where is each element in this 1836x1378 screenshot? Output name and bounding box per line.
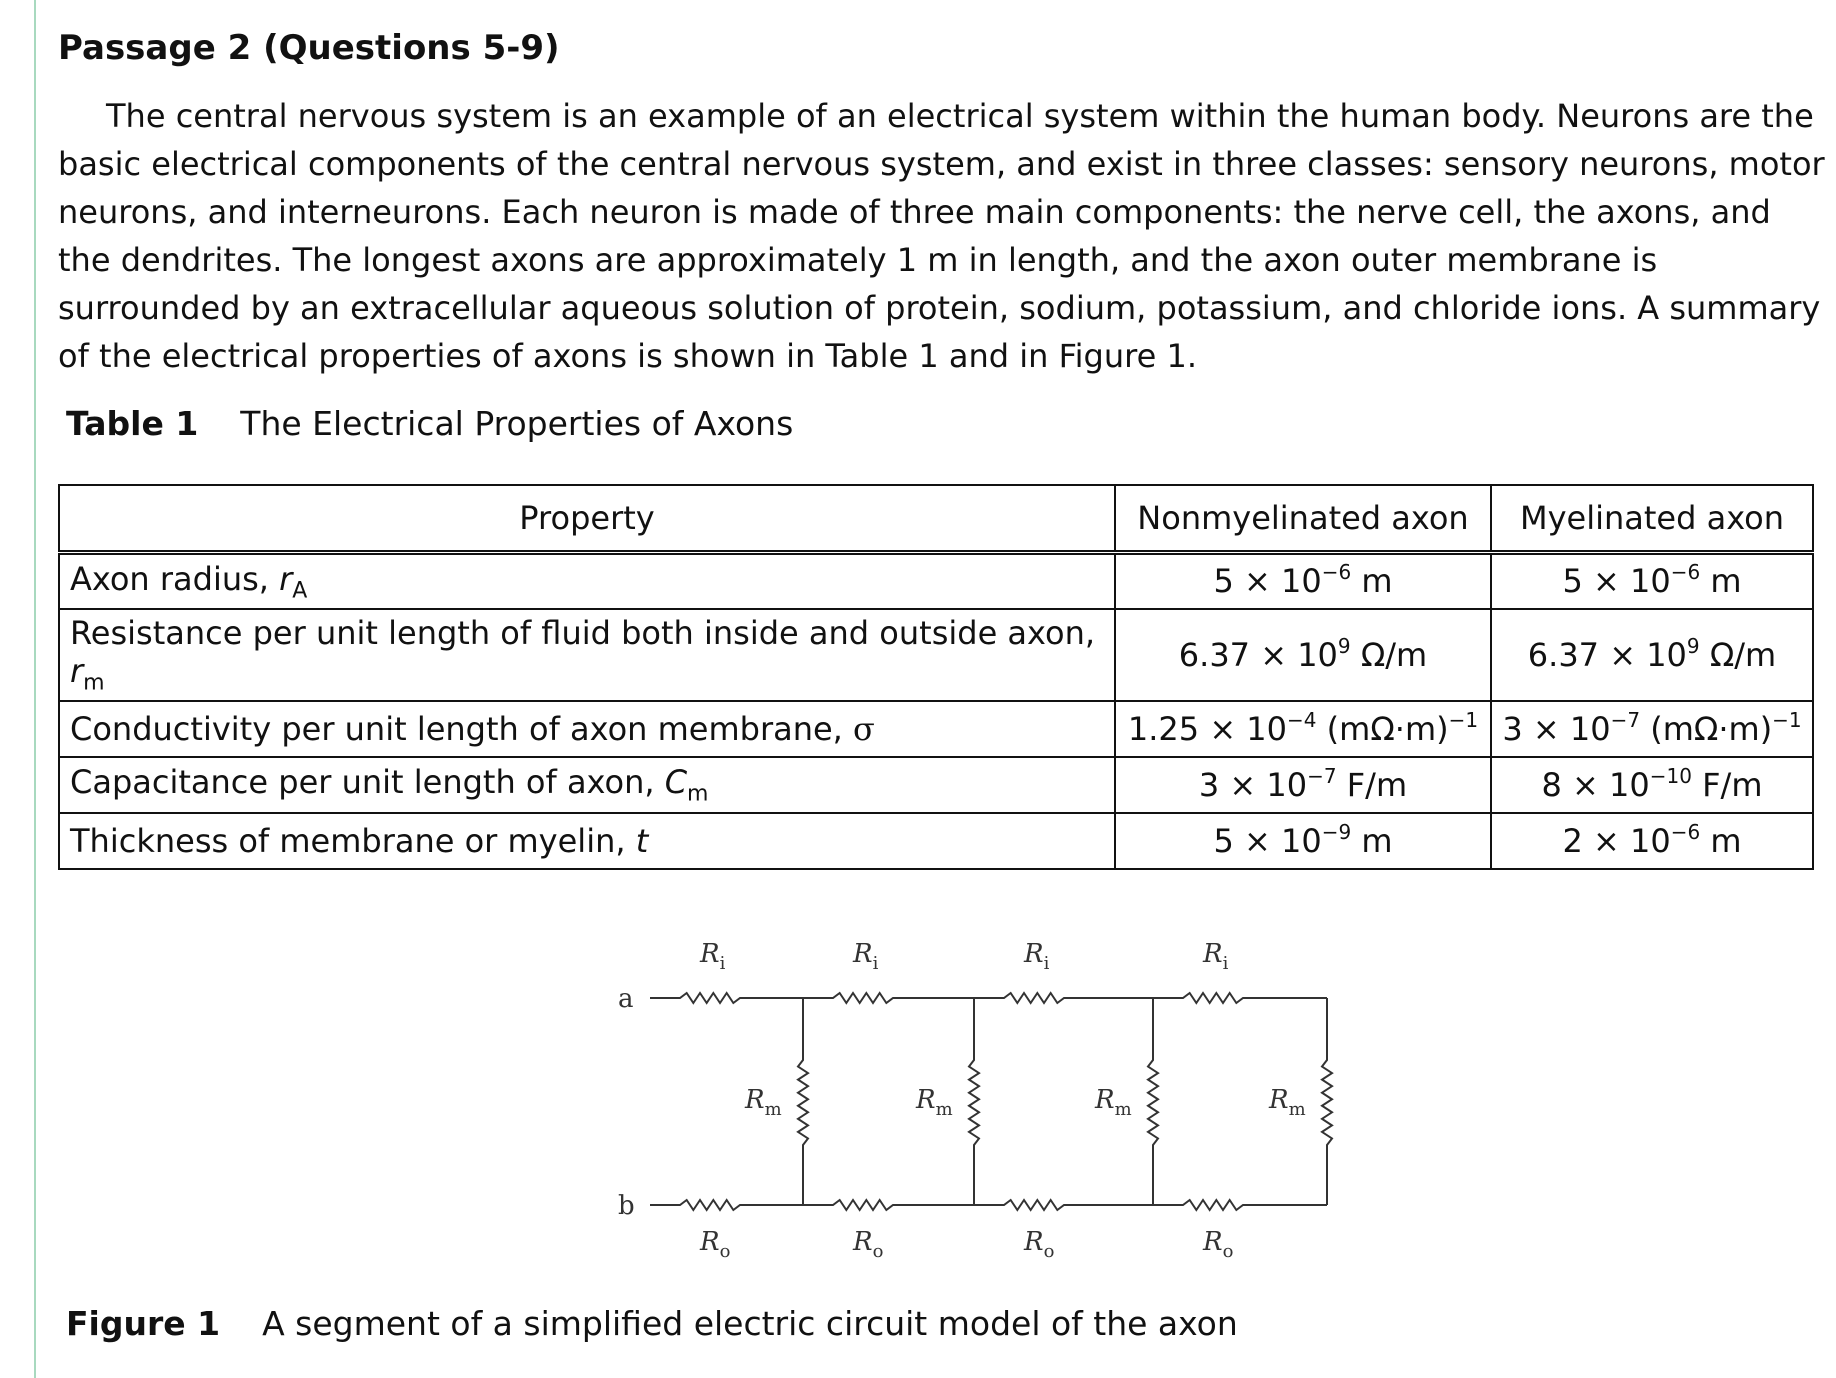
value-mantissa: 6.37 × 10 (1178, 635, 1338, 674)
property-cell (59, 757, 1115, 813)
value-unit: m (1700, 821, 1742, 860)
value-exponent: −6 (1670, 819, 1701, 844)
ri-label-subscript: i (719, 953, 726, 974)
ri-resistor (1153, 993, 1327, 1003)
property-symbol-subscript: m (687, 781, 709, 807)
rm-label-base: R (1095, 1085, 1115, 1115)
value-mantissa: 3 × 10 (1502, 709, 1611, 748)
nonmyelinated-value (1115, 553, 1491, 609)
ro-label-base: R (1203, 1227, 1223, 1257)
ri-label (852, 939, 879, 974)
property-symbol: r (279, 559, 293, 598)
table-row (59, 813, 1813, 869)
ro-resistor (974, 1200, 1153, 1210)
unit-exponent: −1 (1448, 707, 1479, 732)
myelinated-value (1491, 701, 1813, 757)
ri-label (699, 939, 726, 974)
header-myelinated: Myelinated axon (1491, 485, 1813, 553)
value-exponent: −10 (1649, 763, 1692, 788)
ri-resistor (974, 993, 1153, 1003)
ri-label-subscript: i (872, 953, 879, 974)
property-name: Conductivity per unit length of axon membrane, (70, 709, 854, 748)
value-mantissa: 1.25 × 10 (1127, 709, 1288, 748)
value-unit: Ω/m (1699, 635, 1777, 674)
value-unit: F/m (1691, 765, 1763, 804)
value-exponent: −6 (1321, 560, 1352, 585)
ro-label-subscript: o (1222, 1241, 1234, 1262)
axon-circuit-diagram (576, 930, 1356, 1270)
value-mantissa: 5 × 10 (1562, 562, 1671, 601)
property-cell (59, 609, 1115, 701)
table-caption-title: The Electrical Properties of Axons (240, 404, 794, 443)
passage-heading: Passage 2 (Questions 5-9) (58, 28, 560, 68)
ri-label-base: R (700, 939, 720, 969)
ri-label-subscript: i (1043, 953, 1050, 974)
properties-table (58, 484, 1814, 870)
table-header-row (59, 485, 1813, 553)
value-mantissa: 5 × 10 (1213, 821, 1322, 860)
rm-resistor (798, 998, 808, 1205)
ro-label-subscript: o (719, 1241, 731, 1262)
figure-caption-title: A segment of a simplified electric circuit model of the axon (262, 1304, 1238, 1343)
property-cell (59, 701, 1115, 757)
property-symbol: σ (853, 709, 875, 748)
figure-caption-label: Figure 1 (66, 1304, 221, 1343)
value-exponent: 9 (1337, 633, 1351, 658)
rm-resistor (1148, 998, 1158, 1205)
ro-resistor (803, 1200, 974, 1210)
property-name: Axon radius, (70, 559, 280, 598)
node-a-label: a (618, 984, 634, 1014)
value-mantissa: 3 × 10 (1198, 765, 1308, 804)
property-cell (59, 553, 1115, 609)
value-unit: m (1700, 562, 1742, 601)
value-exponent: −6 (1670, 560, 1701, 585)
table-caption (66, 404, 793, 443)
rm-label-subscript: m (935, 1099, 953, 1120)
figure-caption (66, 1304, 1238, 1343)
passage-paragraph: The central nervous system is an example of an electrical system within the human body. Neurons are the basic electrical components of the central nervous system, and exist in three classes: sensory neurons, motor neurons, and interneurons. Each neuron is made of three main components: the nerve cell, the axons, and the dendrites. The longest axons are approximately 1 m in length, and the axon outer membrane is surrounded by an extracellular aqueous solution of protein, sodium, potassium, and chloride ions. A summary of the electrical properties of axons is shown in Table 1 and in Figure 1. (58, 97, 1825, 375)
ri-resistor (803, 993, 974, 1003)
table-row (59, 701, 1813, 757)
value-exponent: −7 (1307, 763, 1337, 788)
value-unit: F/m (1336, 765, 1408, 804)
table-row (59, 757, 1813, 813)
value-mantissa: 5 × 10 (1213, 562, 1322, 601)
ri-label (1202, 939, 1229, 974)
value-mantissa: 6.37 × 10 (1527, 635, 1687, 674)
rm-label (915, 1085, 953, 1120)
ri-label-base: R (1203, 939, 1223, 969)
myelinated-value (1491, 813, 1813, 869)
property-symbol: r (70, 651, 84, 690)
ri-label-base: R (853, 939, 873, 969)
rm-label-subscript: m (764, 1099, 782, 1120)
value-exponent: −4 (1287, 707, 1317, 732)
value-unit: Ω/m (1350, 635, 1428, 674)
table-caption-label: Table 1 (66, 404, 199, 443)
ro-label (699, 1227, 730, 1262)
unit-exponent: −1 (1772, 707, 1802, 732)
value-unit: (mΩ·m) (1640, 709, 1773, 748)
rm-resistor (969, 998, 979, 1205)
property-symbol: t (635, 821, 649, 860)
property-symbol-subscript: m (83, 670, 105, 696)
nonmyelinated-value (1115, 609, 1491, 701)
value-exponent: −9 (1321, 819, 1352, 844)
rm-label-base: R (745, 1085, 765, 1115)
ro-label-base: R (853, 1227, 873, 1257)
rm-label (1094, 1085, 1132, 1120)
rm-label-subscript: m (1288, 1099, 1306, 1120)
property-name: Resistance per unit length of fluid both inside and outside axon, (70, 613, 1096, 652)
value-mantissa: 2 × 10 (1562, 821, 1671, 860)
nonmyelinated-value (1115, 757, 1491, 813)
ri-label-base: R (1024, 939, 1044, 969)
node-b-label: b (618, 1191, 635, 1221)
property-cell (59, 813, 1115, 869)
ro-label (1202, 1227, 1233, 1262)
ro-label (852, 1227, 883, 1262)
myelinated-value (1491, 609, 1813, 701)
ro-resistor (650, 1200, 803, 1210)
property-name: Capacitance per unit length of axon, (70, 762, 665, 801)
table-row (59, 609, 1813, 701)
value-unit: m (1351, 562, 1393, 601)
rm-label (1268, 1085, 1306, 1120)
myelinated-value (1491, 757, 1813, 813)
ro-resistor (1153, 1200, 1327, 1210)
ro-label-subscript: o (872, 1241, 884, 1262)
ri-label (1023, 939, 1050, 974)
rm-label (744, 1085, 782, 1120)
ri-resistor (650, 993, 803, 1003)
nonmyelinated-value (1115, 813, 1491, 869)
value-mantissa: 8 × 10 (1541, 765, 1650, 804)
myelinated-value (1491, 553, 1813, 609)
header-nonmyelinated: Nonmyelinated axon (1115, 485, 1491, 553)
header-property: Property (59, 485, 1115, 553)
property-name: Thickness of membrane or myelin, (70, 821, 636, 860)
ro-label-subscript: o (1043, 1241, 1055, 1262)
property-symbol-subscript: A (292, 577, 308, 603)
ro-label-base: R (1024, 1227, 1044, 1257)
value-unit: m (1351, 821, 1393, 860)
table-row (59, 553, 1813, 609)
value-unit: (mΩ·m) (1316, 709, 1449, 748)
rm-label-base: R (1269, 1085, 1289, 1115)
rm-label-base: R (916, 1085, 936, 1115)
passage-page (34, 0, 1836, 1378)
value-exponent: −7 (1610, 707, 1641, 732)
property-symbol: C (664, 762, 688, 801)
rm-label-subscript: m (1114, 1099, 1132, 1120)
rm-resistor (1322, 998, 1332, 1205)
value-exponent: 9 (1686, 633, 1700, 658)
ro-label (1023, 1227, 1054, 1262)
ri-label-subscript: i (1222, 953, 1229, 974)
ro-label-base: R (700, 1227, 720, 1257)
nonmyelinated-value (1115, 701, 1491, 757)
